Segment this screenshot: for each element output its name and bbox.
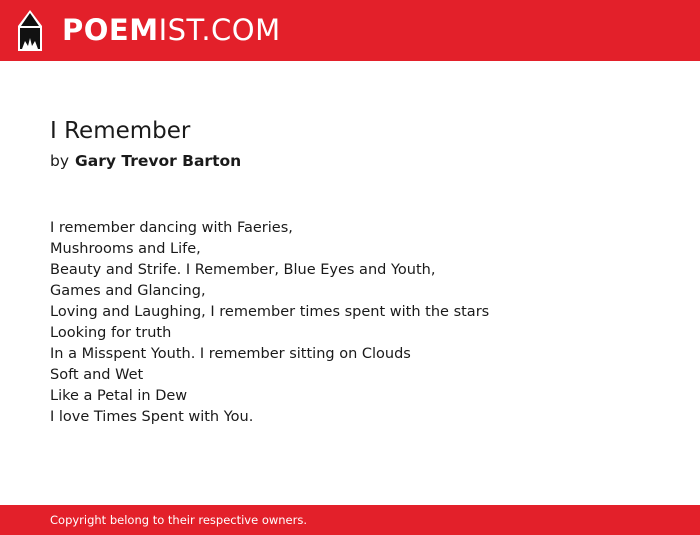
poem-title: I Remember: [50, 118, 191, 144]
by-label: by: [50, 152, 70, 170]
poem-body: [50, 218, 670, 428]
poem-line: Like a Petal in Dew: [50, 388, 188, 404]
poem-line: Mushrooms and Life,: [50, 241, 201, 257]
poem-line: In a Misspent Youth. I remember sitting on Clouds: [50, 346, 411, 362]
logo-bold-text: POEM: [62, 13, 159, 47]
pencil-logo-icon[interactable]: [18, 10, 42, 51]
poem-line: I remember dancing with Faeries,: [50, 220, 293, 236]
poem-content: [50, 112, 670, 428]
poem-line: I love Times Spent with You.: [50, 409, 254, 425]
byline: [50, 150, 670, 172]
poem-line: Soft and Wet: [50, 367, 144, 383]
copyright-text: Copyright belong to their respective owners.: [50, 513, 308, 527]
poem-line: Beauty and Strife. I Remember, Blue Eyes and Youth,: [50, 262, 436, 278]
site-logo[interactable]: [62, 12, 281, 48]
poem-line: Games and Glancing,: [50, 283, 206, 299]
site-footer: [0, 505, 700, 535]
poem-line: Looking for truth: [50, 325, 172, 341]
poem-line: Loving and Laughing, I remember times spent with the stars: [50, 304, 490, 320]
logo-light-text: IST.COM: [158, 13, 281, 47]
site-header: [0, 0, 700, 61]
author-name: Gary Trevor Barton: [75, 152, 242, 170]
